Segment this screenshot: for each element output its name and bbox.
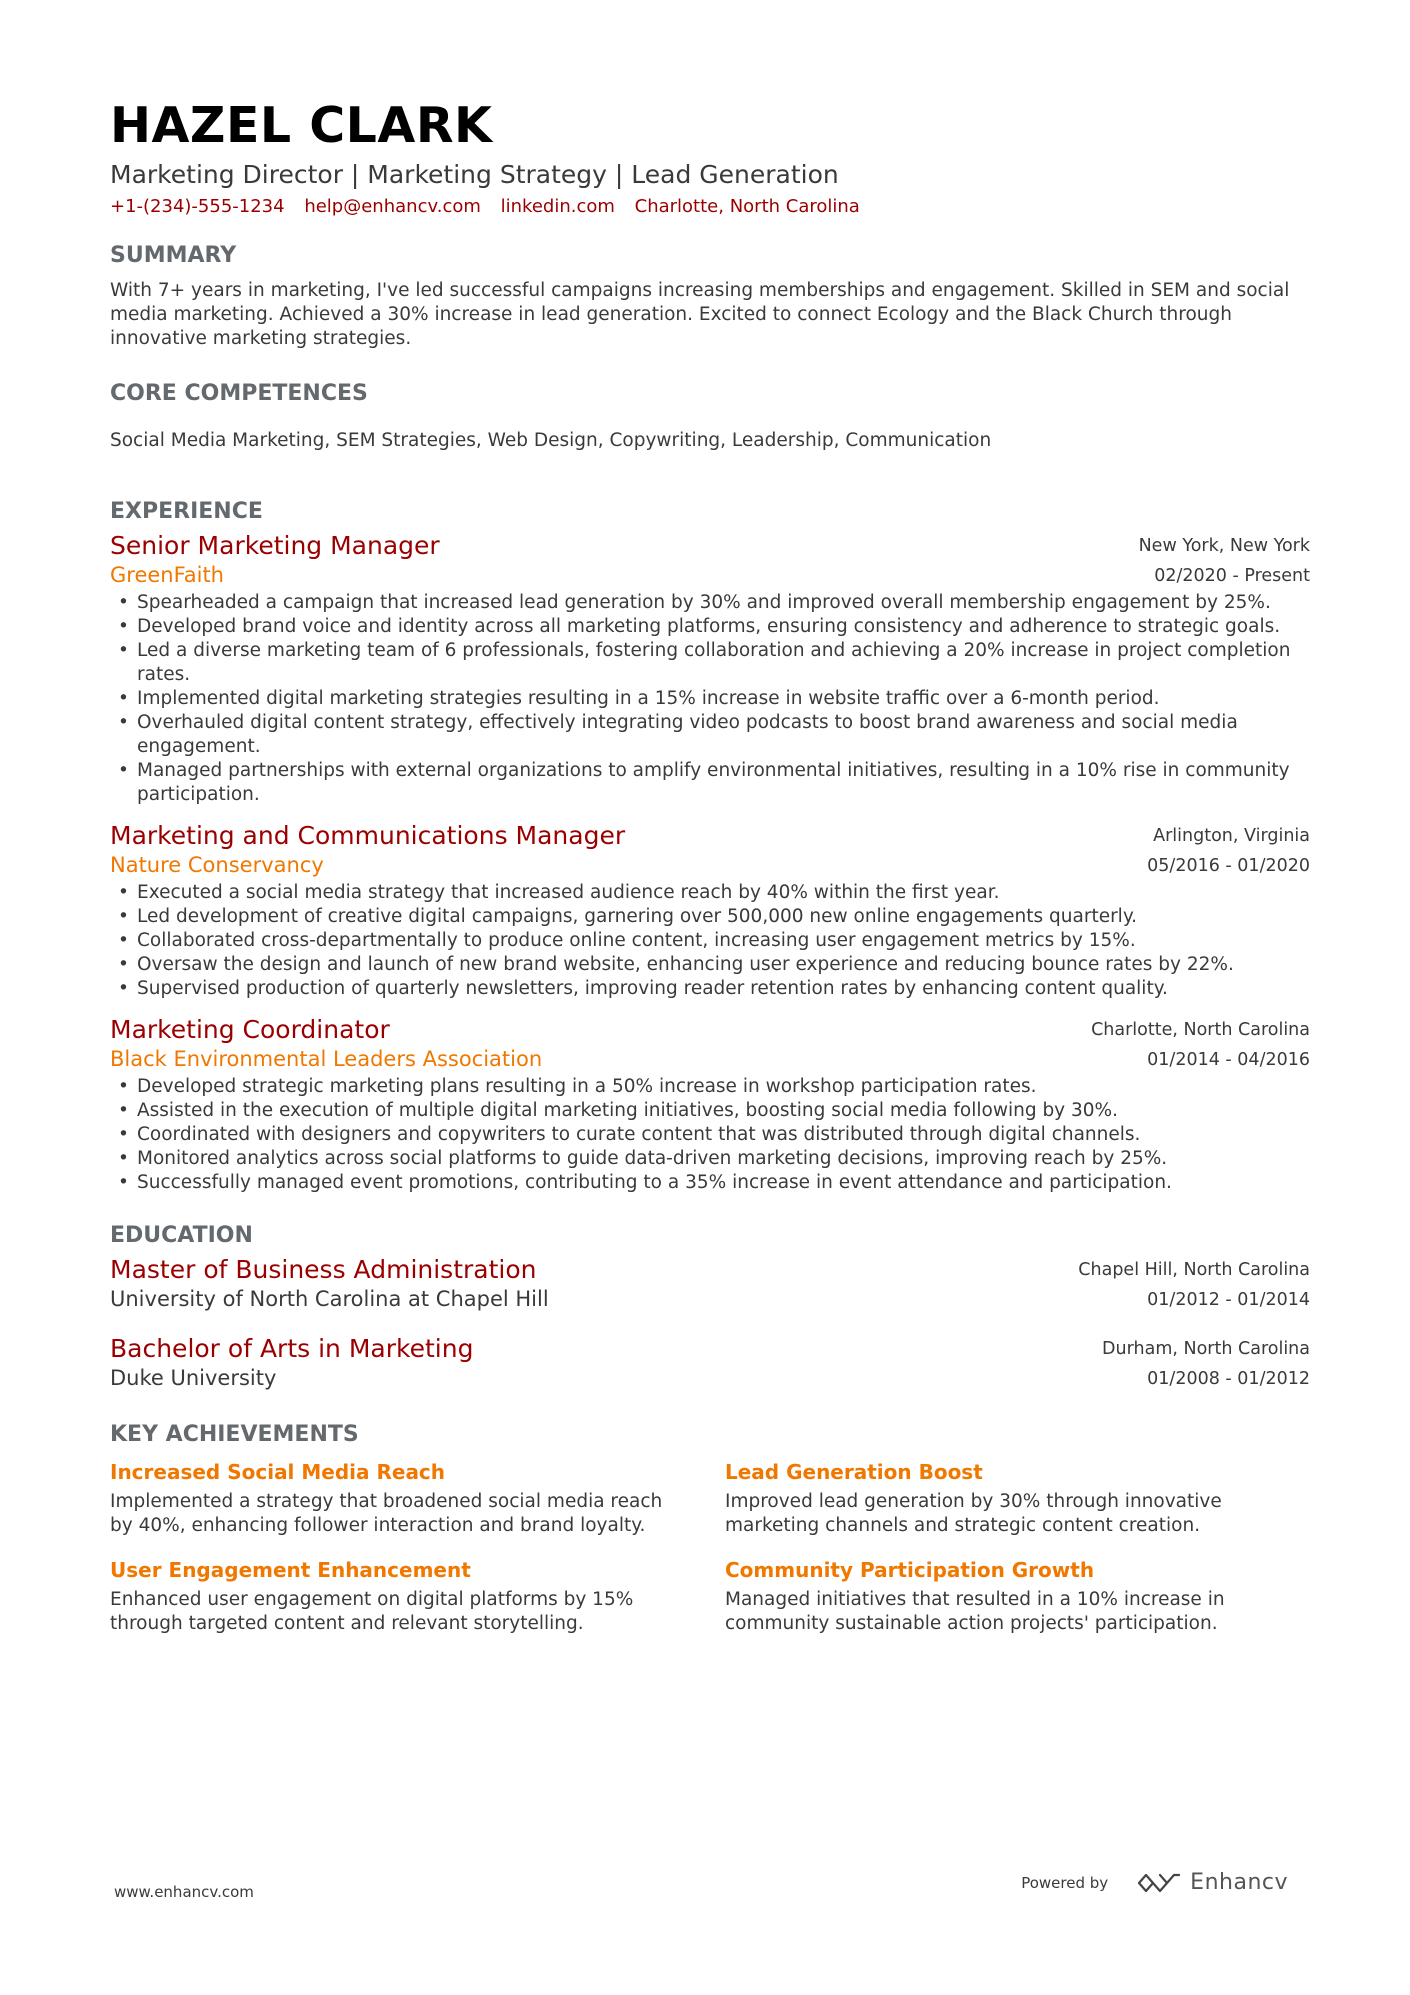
achievement-text: Managed initiatives that resulted in a 10% increase in community sustainable action projects' participation. [725, 1589, 1225, 1634]
footer-powered-by [1021, 1870, 1288, 1895]
achievement-item [725, 1458, 1310, 1538]
job-bullet: • Assisted in the execution of multiple digital marketing initiatives, boosting social media following by 30%. [110, 1099, 1310, 1123]
job-location: Charlotte, North Carolina [1091, 1020, 1310, 1040]
education-title: EDUCATION [110, 1223, 253, 1248]
achievement-item [110, 1458, 725, 1538]
job-bullet: • Coordinated with designers and copywriters to curate content that was distributed through digital channels. [110, 1123, 1310, 1147]
candidate-headline: Marketing Director | Marketing Strategy | Lead Generation [110, 160, 839, 189]
experience-title: EXPERIENCE [110, 499, 263, 524]
footer-website[interactable]: www.enhancv.com [114, 1883, 254, 1901]
job-bullets [110, 591, 1310, 807]
job-dates: 05/2016 - 01/2020 [1147, 856, 1310, 876]
job-title: Marketing Coordinator [110, 1015, 390, 1044]
education-meta [1078, 1255, 1310, 1315]
job-company: Black Environmental Leaders Association [110, 1047, 543, 1071]
job-bullet: • Supervised production of quarterly newsletters, improving reader retention rates by enhancing content quality. [110, 977, 1310, 1001]
enhancv-logo-icon [1136, 1871, 1182, 1895]
job-bullet: • Developed strategic marketing plans resulting in a 50% increase in workshop participation rates. [110, 1075, 1310, 1099]
job-bullet: • Executed a social media strategy that increased audience reach by 40% within the first year. [110, 881, 1310, 905]
achievements-title: KEY ACHIEVEMENTS [110, 1422, 359, 1447]
education-meta [1102, 1334, 1310, 1394]
achievements-grid [110, 1458, 1310, 1636]
job-bullet: • Oversaw the design and launch of new brand website, enhancing user experience and reducing bounce rates by 22%. [110, 953, 1310, 977]
job-bullet: • Collaborated cross-departmentally to produce online content, increasing user engagement metrics by 15%. [110, 929, 1310, 953]
competences-text: Social Media Marketing, SEM Strategies, Web Design, Copywriting, Leadership, Communication [110, 430, 992, 451]
candidate-name: HAZEL CLARK [110, 97, 493, 154]
education-dates: 01/2008 - 01/2012 [1147, 1369, 1310, 1389]
summary-title: SUMMARY [110, 243, 237, 268]
contact-line [110, 194, 1310, 220]
job-bullets [110, 1075, 1310, 1195]
job-company: Nature Conservancy [110, 853, 324, 877]
job-bullet: • Implemented digital marketing strategies resulting in a 15% increase in website traffic over a 6-month period. [110, 687, 1310, 711]
school-name: Duke University [110, 1366, 277, 1390]
achievement-item [110, 1556, 725, 1636]
job-location: New York, New York [1138, 536, 1310, 556]
achievement-text: Improved lead generation by 30% through innovative marketing channels and strategic content creation. [725, 1491, 1222, 1536]
job-bullets [110, 881, 1310, 1001]
job-title: Marketing and Communications Manager [110, 821, 626, 850]
achievement-title: Community Participation Growth [725, 1558, 1095, 1582]
job-title: Senior Marketing Manager [110, 531, 440, 560]
contact-phone[interactable]: +1-(234)-555-1234 [110, 196, 285, 217]
job-dates: 02/2020 - Present [1154, 566, 1310, 586]
contact-location: Charlotte, North Carolina [634, 196, 860, 217]
achievement-text: Implemented a strategy that broadened social media reach by 40%, enhancing follower interaction and brand loyalty. [110, 1491, 663, 1536]
job-meta [1139, 531, 1310, 591]
job-bullet: • Spearheaded a campaign that increased lead generation by 30% and improved overall membership engagement by 25%. [110, 591, 1310, 615]
education-item [110, 1255, 1310, 1313]
competences-title: CORE COMPETENCES [110, 381, 368, 406]
achievement-title: User Engagement Enhancement [110, 1558, 471, 1582]
achievement-item [725, 1556, 1310, 1636]
education-location: Durham, North Carolina [1102, 1339, 1310, 1359]
job-bullet: • Overhauled digital content strategy, effectively integrating video podcasts to boost brand awareness and social media engagement. [110, 711, 1310, 759]
experience-item [110, 531, 1310, 807]
education-section [110, 1221, 1310, 1392]
job-bullet: • Led development of creative digital campaigns, garnering over 500,000 new online engagements quarterly. [110, 905, 1310, 929]
degree-title: Master of Business Administration [110, 1255, 537, 1284]
resume-page [110, 96, 1310, 1636]
summary-section [110, 241, 1310, 351]
contact-linkedin[interactable]: linkedin.com [500, 196, 615, 217]
job-dates: 01/2014 - 04/2016 [1147, 1050, 1310, 1070]
achievement-title: Lead Generation Boost [725, 1460, 983, 1484]
job-bullet: • Managed partnerships with external organizations to amplify environmental initiatives, resulting in a 10% rise in community participation. [110, 759, 1310, 807]
degree-title: Bachelor of Arts in Marketing [110, 1334, 474, 1363]
contact-email[interactable]: help@enhancv.com [304, 196, 481, 217]
experience-section [110, 497, 1310, 1195]
achievement-title: Increased Social Media Reach [110, 1460, 446, 1484]
job-bullet: • Led a diverse marketing team of 6 professionals, fostering collaboration and achieving a 20% increase in project completion rates. [110, 639, 1310, 687]
resume-header [110, 96, 1310, 220]
job-bullet: • Developed brand voice and identity across all marketing platforms, ensuring consistency and adherence to strategic goals. [110, 615, 1310, 639]
experience-item [110, 1015, 1310, 1195]
powered-by-label: Powered by [1021, 1873, 1109, 1892]
job-meta [1147, 821, 1310, 881]
achievement-text: Enhanced user engagement on digital platforms by 15% through targeted content and relevant storytelling. [110, 1589, 634, 1634]
competences-section [110, 379, 1310, 453]
summary-text: With 7+ years in marketing, I've led successful campaigns increasing memberships and engagement. Skilled in SEM and social media marketing. Achieved a 30% increase in lead generation. Excited to connect Ecology and the Black Church through innovative marketing strategies. [110, 280, 1290, 349]
job-location: Arlington, Virginia [1153, 826, 1310, 846]
job-company: GreenFaith [110, 563, 224, 587]
achievements-section [110, 1420, 1310, 1636]
job-bullet: • Successfully managed event promotions, contributing to a 35% increase in event attendance and participation. [110, 1171, 1310, 1195]
job-meta [1091, 1015, 1310, 1075]
education-location: Chapel Hill, North Carolina [1078, 1260, 1310, 1280]
education-dates: 01/2012 - 01/2014 [1147, 1290, 1310, 1310]
brand-name[interactable]: Enhancv [1190, 1870, 1288, 1895]
education-item [110, 1334, 1310, 1392]
school-name: University of North Carolina at Chapel Hill [110, 1287, 549, 1311]
job-bullet: • Monitored analytics across social platforms to guide data-driven marketing decisions, improving reach by 25%. [110, 1147, 1310, 1171]
experience-item [110, 821, 1310, 1001]
